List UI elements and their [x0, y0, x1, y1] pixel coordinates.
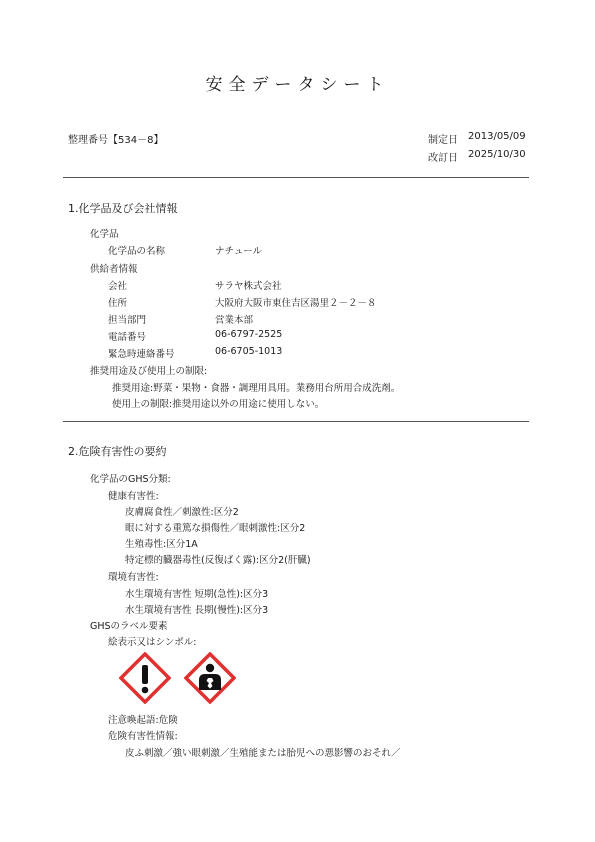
created-date-label: 制定日 — [428, 135, 458, 146]
health-hazards-heading: 健康有害性: — [108, 491, 159, 502]
company-value: サラヤ株式会社 — [215, 281, 282, 292]
use-restriction: 使用上の制限:推奨用途以外の用途に使用しない。 — [112, 399, 325, 410]
hazard-statements: 皮ふ刺激／強い眼刺激／生殖能または胎児への悪影響のおそれ／ — [125, 748, 401, 759]
section-1-heading: 1.化学品及び会社情報 — [68, 202, 178, 215]
revised-date: 2025/10/30 — [468, 149, 526, 160]
environmental-hazard-item: 水生環境有害性 長期(慢性):区分3 — [125, 605, 269, 616]
created-date: 2013/05/09 — [468, 131, 526, 142]
health-hazard-item: 眼に対する重篤な損傷性／眼刺激性:区分2 — [125, 523, 306, 534]
hazard-statements-heading: 危険有害性情報: — [108, 731, 178, 742]
ghs-classification-heading: 化学品のGHS分類: — [90, 474, 171, 485]
phone-value: 06-6797-2525 — [215, 329, 283, 340]
exclamation-mark-pictogram-icon — [119, 652, 171, 704]
department-label: 担当部門 — [108, 315, 147, 326]
company-label: 会社 — [108, 281, 128, 292]
use-heading: 推奨用途及び使用上の制限: — [90, 366, 208, 377]
product-heading: 化学品 — [90, 229, 119, 240]
divider — [63, 421, 529, 422]
divider — [63, 177, 529, 178]
ghs-label-elements-heading: GHSのラベル要素 — [90, 621, 168, 632]
environmental-hazards-heading: 環境有害性: — [108, 572, 159, 583]
address-value: 大阪府大阪市東住吉区湯里２－２－８ — [215, 298, 377, 309]
product-name-label: 化学品の名称 — [108, 246, 166, 257]
department-value: 営業本部 — [215, 315, 254, 326]
reference-number: 整理番号【534－8】 — [68, 135, 164, 146]
recommended-use: 推奨用途:野菜・果物・食器・調理用具用。業務用台所用合成洗剤。 — [112, 383, 401, 394]
product-name: ナチュール — [215, 246, 263, 257]
section-2-heading: 2.危険有害性の要約 — [68, 445, 167, 458]
supplier-heading: 供給者情報 — [90, 264, 138, 275]
emergency-label: 緊急時連絡番号 — [108, 349, 175, 360]
health-hazard-pictogram-icon — [184, 652, 236, 704]
health-hazard-item: 生殖毒性:区分1A — [125, 539, 198, 550]
revised-date-label: 改訂日 — [428, 153, 458, 164]
emergency-value: 06-6705-1013 — [215, 346, 283, 357]
health-hazard-item: 特定標的臓器毒性(反復ばく露):区分2(肝臓) — [125, 555, 311, 566]
pictogram-heading: 絵表示又はシンボル: — [108, 637, 197, 648]
signal-word: 注意喚起語:危険 — [108, 715, 178, 726]
health-hazard-item: 皮膚腐食性／刺激性:区分2 — [125, 507, 239, 518]
address-label: 住所 — [108, 298, 128, 309]
phone-label: 電話番号 — [108, 332, 147, 343]
document-title: 安全データシート — [205, 75, 390, 95]
environmental-hazard-item: 水生環境有害性 短期(急性):区分3 — [125, 589, 269, 600]
